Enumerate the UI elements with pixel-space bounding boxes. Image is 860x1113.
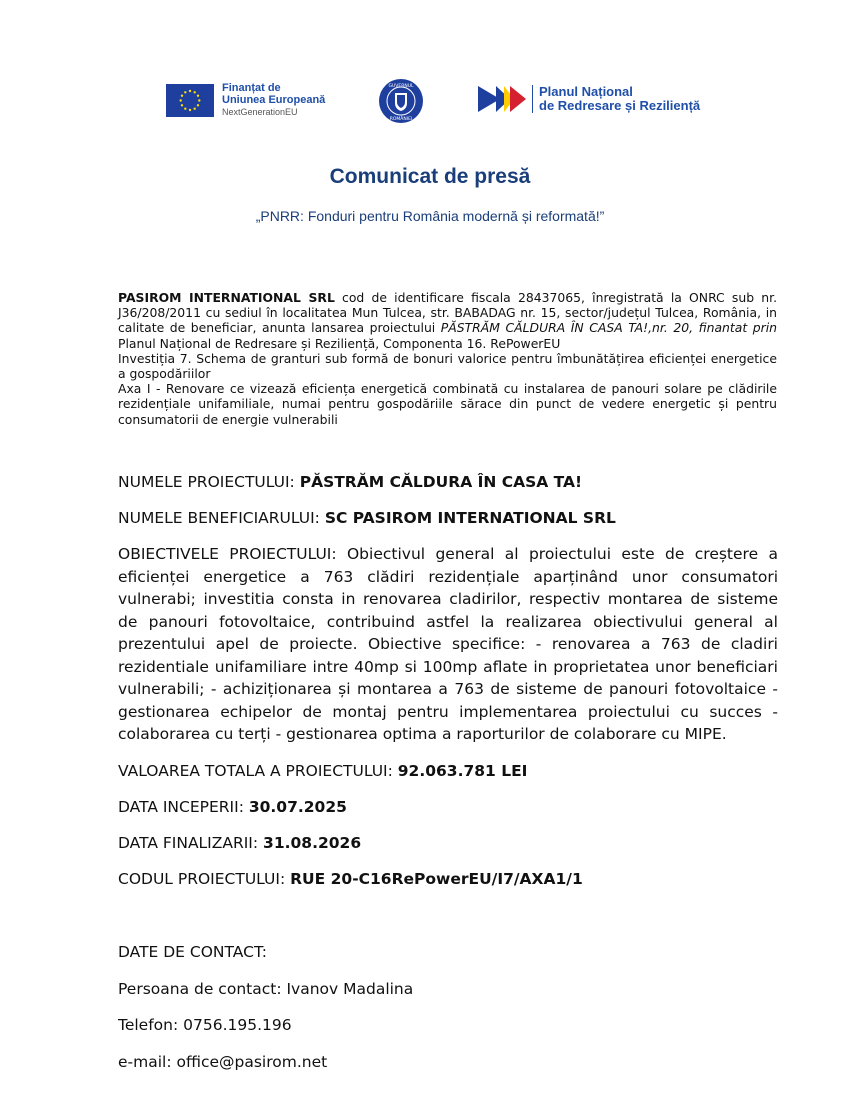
eu-funding-logo — [166, 82, 325, 118]
contact-heading: DATE DE CONTACT: — [118, 943, 267, 961]
beneficiary-label: NUMELE BENEFICIARULUI: — [118, 509, 325, 527]
start-date-label: DATA INCEPERII: — [118, 798, 249, 816]
contact-person: Persoana de contact: Ivanov Madalina — [118, 980, 414, 998]
beneficiary-row — [118, 509, 616, 527]
intro-text-1: cod de identificare fiscala 28437065, înregistrată la ONRC sub nr. J36/208/2011 cu sediul în localitatea Mun Tulcea, str. BABADAG nr. 15, sector/județul Tulcea, România, in calitate de beneficiar, anunta lansarea proiectului — [118, 290, 778, 336]
end-date-value: 31.08.2026 — [263, 834, 362, 852]
project-name-label: NUMELE PROIECTULUI: — [118, 473, 300, 491]
objectives-paragraph — [118, 543, 778, 746]
contact-phone: Telefon: 0756.195.196 — [118, 1016, 292, 1034]
total-value: 92.063.781 LEI — [397, 762, 528, 780]
project-code-label: CODUL PROIECTULUI: — [118, 870, 291, 888]
page-subtitle: „PNRR: Fonduri pentru România modernă și reformată!” — [255, 208, 605, 224]
intro-text-2: Planul Național de Redresare și Reziliență, Componenta 16. RePowerEU — [118, 335, 561, 351]
pnrr-logo — [478, 84, 700, 114]
project-name-row — [118, 473, 582, 491]
start-date-value: 30.07.2025 — [248, 798, 347, 816]
total-value-row — [118, 762, 527, 780]
intro-investitia: Investiția 7. Schema de granturi sub formă de bonuri valorice pentru îmbunătățirea eficienței energetice a gospodăriilor — [118, 350, 777, 382]
logo-bar — [0, 78, 860, 128]
eu-logo-line3: NextGenerationEU — [222, 107, 298, 117]
project-name-value: PĂSTRĂM CĂLDURA ÎN CASA TA! — [299, 473, 583, 491]
romanian-government-seal-icon — [378, 78, 424, 124]
eu-flag-icon — [166, 84, 214, 117]
start-date-row — [118, 798, 347, 816]
eu-logo-line2: Uniunea Europeană — [222, 94, 326, 106]
intro-paragraph — [118, 290, 777, 427]
contact-email[interactable]: e-mail: office@pasirom.net — [118, 1053, 328, 1071]
page-title: Comunicat de presă — [329, 165, 531, 188]
company-name: PASIROM INTERNATIONAL SRL — [118, 290, 335, 305]
total-value-label: VALOAREA TOTALA A PROIECTULUI: — [118, 762, 398, 780]
project-code-row — [118, 870, 583, 888]
eu-logo-line1: Finanțat de — [222, 82, 281, 94]
project-code-value: RUE 20-C16RePowerEU/I7/AXA1/1 — [290, 870, 583, 888]
intro-project-italic: PĂSTRĂM CĂLDURA ÎN CASA TA!,nr. 20, finantat prin — [440, 320, 778, 336]
pnrr-logo-line1: Planul Național — [539, 84, 633, 99]
intro-axa: Axa I - Renovare ce vizează eficiența energetică combinată cu instalarea de panouri solare pe clădirile rezidențiale unifamiliale, numai pentru gospodăriile sărace din punct de vedere energetic și pentru consumatorii de energie vulnerabili — [118, 381, 777, 427]
end-date-row — [118, 834, 361, 852]
objectives-text: Obiectivul general al proiectului este de creștere a eficienței energetice a 763 clădiri rezidențiale aparținând unor consumatori vulnerabi; investitia consta in renovarea cladirilor, respectiv montarea de sisteme de panouri fotovoltaice, contribuind astfel la realizarea obiectivului general al prezentului apel de proiecte. Obiective specifice: - renovarea a 763 de cladiri rezidentiale unifamiliare intre 40mp si 100mp aflate in proprietatea unor beneficiari vulnerabili; - achiziționarea și montarea a 763 de sisteme de panouri fotovoltaice - gestionarea echipelor de montaj pentru implementarea proiectului cu succes - colaborarea cu terți - gestionarea optima a raporturilor de colaborare cu MIPE. — [118, 545, 778, 743]
beneficiary-value: SC PASIROM INTERNATIONAL SRL — [324, 509, 616, 527]
gov-seal-text-top: GUVERNUL — [388, 84, 414, 89]
pnrr-logo-line2: de Redresare și Reziliență — [539, 98, 701, 113]
objectives-label: OBIECTIVELE PROIECTULUI: — [118, 545, 347, 563]
end-date-label: DATA FINALIZARII: — [118, 834, 264, 852]
gov-seal-text-bottom: ROMÂNIEI — [389, 117, 413, 122]
pnrr-arrows-icon — [478, 84, 528, 114]
